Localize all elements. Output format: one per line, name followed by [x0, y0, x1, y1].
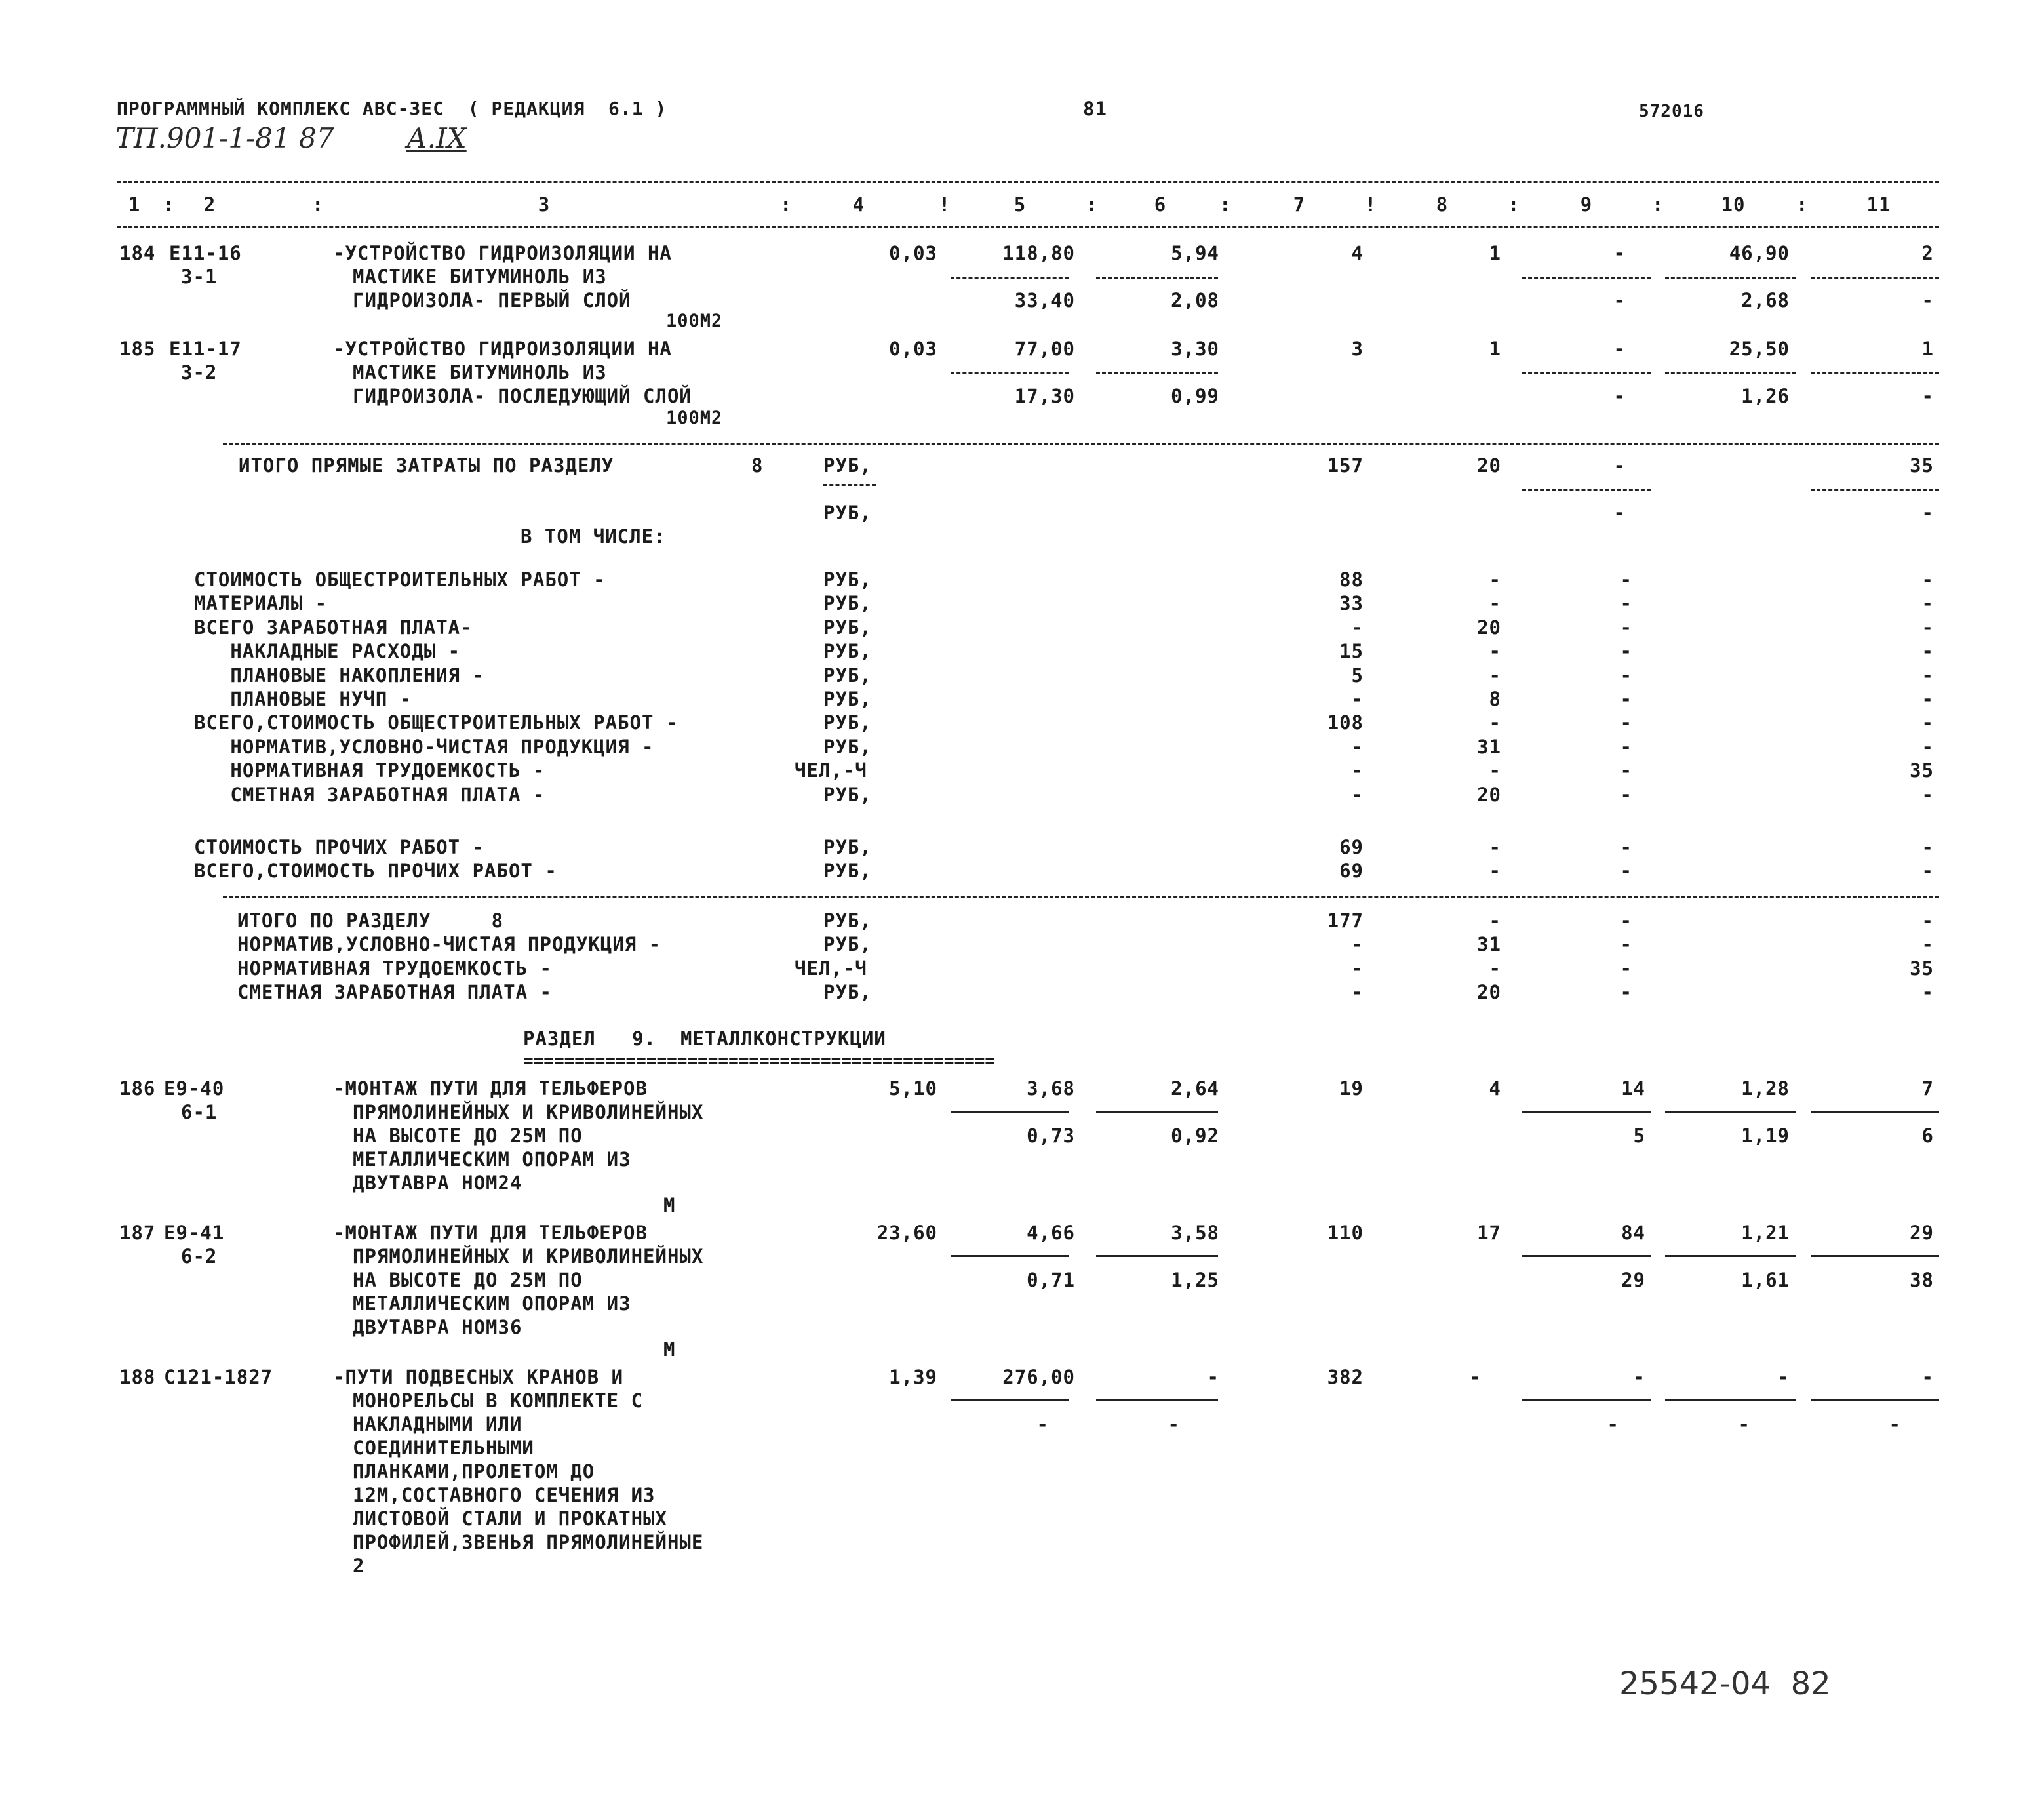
summary-c11: - — [1921, 640, 1934, 663]
row-subcode: 6-1 — [181, 1101, 218, 1123]
summary-c7: - — [1351, 957, 1364, 980]
summary-unit: РУБ, — [823, 711, 872, 734]
total-c8: 20 — [1477, 454, 1501, 477]
row-c9: - — [1613, 338, 1626, 360]
row-desc-line: -МОНТАЖ ПУТИ ДЛЯ ТЕЛЬФЕРОВ — [333, 1077, 648, 1100]
row-c5-salary: 17,30 — [1014, 385, 1075, 407]
summary-c11: 35 — [1910, 957, 1934, 980]
row-c8: 1 — [1489, 338, 1501, 360]
row-c10-salary: 1,61 — [1741, 1269, 1790, 1291]
summary-c8: - — [1489, 664, 1501, 687]
summary-c7: 33 — [1339, 592, 1364, 615]
row-c10-salary: 1,19 — [1741, 1125, 1790, 1147]
row-c11-salary: 38 — [1910, 1269, 1934, 1291]
row-subcode: 6-2 — [181, 1245, 218, 1267]
row-c10: - — [1777, 1366, 1790, 1388]
section-underline: ============================================== — [523, 1051, 996, 1071]
summary-label: ИТОГО ПО РАЗДЕЛУ 8 — [237, 909, 504, 932]
summary-unit: РУБ, — [823, 860, 872, 882]
summary-c9: - — [1620, 569, 1632, 591]
summary-c7: - — [1351, 981, 1364, 1004]
summary-c11: - — [1921, 616, 1934, 639]
summary-unit: РУБ, — [823, 933, 872, 956]
summary-unit: РУБ, — [823, 664, 872, 687]
top-rule — [117, 181, 1939, 183]
summary-c9: - — [1620, 616, 1632, 639]
row-c6-salary: 1,25 — [1171, 1269, 1219, 1291]
row-c5: 276,00 — [1002, 1366, 1075, 1388]
summary-c7: 15 — [1339, 640, 1364, 663]
summary-c8: 20 — [1477, 783, 1501, 806]
row-c11-salary: - — [1921, 385, 1934, 407]
summary-c7: - — [1351, 735, 1364, 758]
col-10-header: 10 — [1721, 193, 1746, 216]
col-7-header: 7 — [1293, 193, 1306, 216]
summary-label: ПЛАНОВЫЕ НУЧП - — [194, 688, 412, 710]
row-desc-line: НА ВЫСОТЕ ДО 25М ПО — [353, 1125, 583, 1147]
row-desc-line: ГИДРОИЗОЛА- ПОСЛЕДУЮЩИЙ СЛОЙ — [353, 385, 692, 407]
row-c9: - — [1613, 242, 1626, 264]
col-5-header: 5 — [1013, 193, 1027, 216]
row-c7: 3 — [1351, 338, 1364, 360]
row-c9: 14 — [1621, 1077, 1645, 1100]
row-code: Е9-40 — [164, 1077, 225, 1100]
program-title: ПРОГРАММНЫЙ КОМПЛЕКС АВС-3ЕС ( РЕДАКЦИЯ 6.1 ) — [117, 98, 667, 119]
row-number: 185 — [119, 338, 156, 360]
row-quantity: 0,03 — [889, 338, 937, 360]
summary-c8: 31 — [1477, 735, 1501, 758]
summary-c8: 20 — [1477, 981, 1501, 1004]
row-desc-line: МАСТИКЕ БИТУМИНОЛЬ ИЗ — [353, 266, 607, 288]
row-code: Е9-41 — [164, 1222, 225, 1244]
summary-unit: ЧЕЛ,-Ч — [795, 759, 867, 782]
row-c9: - — [1633, 1366, 1645, 1388]
col-2-header: 2 — [203, 193, 216, 216]
summary-c7: 5 — [1351, 664, 1364, 687]
section-title: РАЗДЕЛ 9. МЕТАЛЛКОНСТРУКЦИИ — [523, 1028, 886, 1050]
row-c11-salary: - — [1889, 1413, 1901, 1435]
summary-c9: - — [1620, 981, 1632, 1004]
summary-c8: 31 — [1477, 933, 1501, 956]
row-number: 186 — [119, 1077, 156, 1100]
summary-c9: - — [1620, 592, 1632, 615]
summary-c7: 108 — [1327, 711, 1364, 734]
row-desc-line: МАСТИКЕ БИТУМИНОЛЬ ИЗ — [353, 361, 607, 384]
row-quantity: 1,39 — [889, 1366, 937, 1388]
row-c7: 19 — [1339, 1077, 1364, 1100]
row-c6: 2,64 — [1171, 1077, 1219, 1100]
total-section: 8 — [751, 454, 764, 477]
summary-c9: - — [1620, 836, 1632, 858]
summary-unit: РУБ, — [823, 783, 872, 806]
summary-label: МАТЕРИАЛЫ - — [194, 592, 328, 615]
row-c5-salary: 0,73 — [1027, 1125, 1075, 1147]
summary-c11: - — [1921, 981, 1934, 1004]
row-c10: 1,21 — [1741, 1222, 1790, 1244]
summary-c11: - — [1921, 664, 1934, 687]
row-desc-line: МЕТАЛЛИЧЕСКИМ ОПОРАМ ИЗ — [353, 1292, 631, 1315]
row-c11: - — [1921, 1366, 1934, 1388]
summary-c9: - — [1620, 664, 1632, 687]
row-unit: М — [663, 1338, 676, 1361]
section-rule — [223, 896, 1939, 898]
summary-c8: 8 — [1489, 688, 1501, 710]
row-desc-line: НА ВЫСОТЕ ДО 25М ПО — [353, 1269, 583, 1291]
summary-c11: - — [1921, 569, 1934, 591]
summary-c9: - — [1620, 957, 1632, 980]
row-c5-salary: 33,40 — [1014, 289, 1075, 311]
summary-c7: 69 — [1339, 860, 1364, 882]
doc-code: 572016 — [1639, 102, 1704, 121]
row-c9-salary: 29 — [1621, 1269, 1645, 1291]
row-subcode: 3-1 — [181, 266, 218, 288]
summary-c11: - — [1921, 711, 1934, 734]
row-quantity: 0,03 — [889, 242, 937, 264]
total-c11: 35 — [1910, 454, 1934, 477]
summary-c8: 20 — [1477, 616, 1501, 639]
summary-c11: 35 — [1910, 759, 1934, 782]
summary-unit: РУБ, — [823, 735, 872, 758]
summary-unit: РУБ, — [823, 616, 872, 639]
row-desc-line: -МОНТАЖ ПУТИ ДЛЯ ТЕЛЬФЕРОВ — [333, 1222, 648, 1244]
row-quantity: 5,10 — [889, 1077, 937, 1100]
summary-label: ВСЕГО ЗАРАБОТНАЯ ПЛАТА- — [194, 616, 473, 639]
summary-c8: - — [1489, 759, 1501, 782]
row-c5-salary: 0,71 — [1027, 1269, 1075, 1291]
summary-label: НОРМАТИВ,УСЛОВНО-ЧИСТАЯ ПРОДУКЦИЯ - — [194, 735, 654, 758]
summary-c11: - — [1921, 735, 1934, 758]
row-c10-salary: 1,26 — [1741, 385, 1790, 407]
row-c10: 46,90 — [1729, 242, 1790, 264]
summary-c11: - — [1921, 592, 1934, 615]
row-desc-line: ЛИСТОВОЙ СТАЛИ И ПРОКАТНЫХ — [353, 1507, 667, 1530]
row-c11: 1 — [1921, 338, 1934, 360]
row-quantity: 23,60 — [876, 1222, 937, 1244]
row-c6: 3,58 — [1171, 1222, 1219, 1244]
row-desc-line: МОНОРЕЛЬСЫ В КОМПЛЕКТЕ С — [353, 1389, 644, 1412]
col-6-header: 6 — [1154, 193, 1167, 216]
row-number: 188 — [119, 1366, 156, 1388]
total-c11-b: - — [1921, 502, 1934, 524]
row-desc-line: ДВУТАВРА НОМ24 — [353, 1172, 522, 1194]
summary-unit: РУБ, — [823, 909, 872, 932]
summary-c8: - — [1489, 909, 1501, 932]
summary-c9: - — [1620, 909, 1632, 932]
total-c9: - — [1613, 454, 1626, 477]
row-desc-line: ПРЯМОЛИНЕЙНЫХ И КРИВОЛИНЕЙНЫХ — [353, 1101, 704, 1123]
summary-c9: - — [1620, 783, 1632, 806]
row-c9-salary: - — [1613, 289, 1626, 311]
row-c6-salary: - — [1168, 1413, 1180, 1435]
row-c9-salary: 5 — [1633, 1125, 1645, 1147]
summary-label: СТОИМОСТЬ ОБЩЕСТРОИТЕЛЬНЫХ РАБОТ - — [194, 569, 606, 591]
page-number: 81 — [1083, 98, 1107, 120]
summary-label: НАКЛАДНЫЕ РАСХОДЫ - — [194, 640, 461, 663]
row-c11: 7 — [1921, 1077, 1934, 1100]
row-desc-line: МЕТАЛЛИЧЕСКИМ ОПОРАМ ИЗ — [353, 1148, 631, 1170]
summary-label: СМЕТНАЯ ЗАРАБОТНАЯ ПЛАТА - — [237, 981, 552, 1004]
row-desc-line: 2 — [353, 1555, 365, 1577]
row-c5: 118,80 — [1002, 242, 1075, 264]
summary-c7: - — [1351, 759, 1364, 782]
summary-unit: РУБ, — [823, 981, 872, 1004]
summary-label: ВСЕГО,СТОИМОСТЬ ПРОЧИХ РАБОТ - — [194, 860, 557, 882]
row-c5: 4,66 — [1027, 1222, 1075, 1244]
row-desc-line: ПРОФИЛЕЙ,ЗВЕНЬЯ ПРЯМОЛИНЕЙНЫЕ — [353, 1531, 704, 1553]
summary-c8: - — [1489, 569, 1501, 591]
including-label: В ТОМ ЧИСЛЕ: — [521, 525, 666, 548]
summary-c7: 88 — [1339, 569, 1364, 591]
row-c10-salary: - — [1738, 1413, 1750, 1435]
summary-c7: - — [1351, 688, 1364, 710]
row-desc-line: ПРЯМОЛИНЕЙНЫХ И КРИВОЛИНЕЙНЫХ — [353, 1245, 704, 1267]
row-desc-line: НАКЛАДНЫМИ ИЛИ — [353, 1413, 522, 1435]
row-c11-salary: - — [1921, 289, 1934, 311]
total-label: ИТОГО ПРЯМЫЕ ЗАТРАТЫ ПО РАЗДЕЛУ — [239, 454, 614, 477]
section-rule — [223, 443, 1939, 445]
row-desc-line: -УСТРОЙСТВО ГИДРОИЗОЛЯЦИИ НА — [333, 242, 672, 264]
summary-c8: - — [1489, 836, 1501, 858]
summary-c9: - — [1620, 640, 1632, 663]
row-c7: 110 — [1327, 1222, 1364, 1244]
row-c6: - — [1207, 1366, 1219, 1388]
total-unit: РУБ, — [823, 454, 872, 477]
summary-c9: - — [1620, 860, 1632, 882]
row-c6-salary: 0,92 — [1171, 1125, 1219, 1147]
album-code: А.IX — [406, 122, 467, 154]
col-9-header: 9 — [1580, 193, 1593, 216]
row-desc-line: СОЕДИНИТЕЛЬНЫМИ — [353, 1437, 534, 1459]
summary-c8: - — [1489, 957, 1501, 980]
summary-c9: - — [1620, 735, 1632, 758]
summary-c11: - — [1921, 783, 1934, 806]
archive-stamp: 25542-04 82 — [1619, 1666, 1831, 1702]
row-c9-salary: - — [1607, 1413, 1619, 1435]
row-code: Е11-16 — [169, 242, 242, 264]
row-desc-line: -УСТРОЙСТВО ГИДРОИЗОЛЯЦИИ НА — [333, 338, 672, 360]
summary-c11: - — [1921, 860, 1934, 882]
row-c10: 25,50 — [1729, 338, 1790, 360]
total-c7: 157 — [1327, 454, 1364, 477]
col-4-header: 4 — [852, 193, 865, 216]
row-desc-line: ДВУТАВРА НОМ36 — [353, 1316, 522, 1338]
col-1-header: 1 — [128, 193, 141, 216]
row-number: 187 — [119, 1222, 156, 1244]
row-c9: 84 — [1621, 1222, 1645, 1244]
row-desc-line: -ПУТИ ПОДВЕСНЫХ КРАНОВ И — [333, 1366, 624, 1388]
row-c8: 4 — [1489, 1077, 1501, 1100]
row-c10-salary: 2,68 — [1741, 289, 1790, 311]
summary-c11: - — [1921, 909, 1934, 932]
summary-label: СМЕТНАЯ ЗАРАБОТНАЯ ПЛАТА - — [194, 783, 545, 806]
summary-c9: - — [1620, 688, 1632, 710]
summary-unit: РУБ, — [823, 688, 872, 710]
row-desc-line: 12М,СОСТАВНОГО СЕЧЕНИЯ ИЗ — [353, 1484, 656, 1506]
row-c8: - — [1469, 1366, 1482, 1388]
col-11-header: 11 — [1866, 193, 1891, 216]
row-c9-salary: - — [1613, 385, 1626, 407]
row-c6: 3,30 — [1171, 338, 1219, 360]
row-subcode: 3-2 — [181, 361, 218, 384]
col-3-header: 3 — [538, 193, 551, 216]
summary-c9: - — [1620, 933, 1632, 956]
row-unit: М — [663, 1194, 676, 1216]
summary-c7: 69 — [1339, 836, 1364, 858]
summary-c7: - — [1351, 616, 1364, 639]
row-c8: 1 — [1489, 242, 1501, 264]
col-8-header: 8 — [1436, 193, 1449, 216]
row-code: С121-1827 — [164, 1366, 273, 1388]
summary-c8: - — [1489, 592, 1501, 615]
row-desc-line: ПЛАНКАМИ,ПРОЛЕТОМ ДО — [353, 1460, 595, 1483]
summary-c11: - — [1921, 933, 1934, 956]
summary-c9: - — [1620, 759, 1632, 782]
summary-c7: - — [1351, 783, 1364, 806]
summary-c11: - — [1921, 688, 1934, 710]
summary-c8: - — [1489, 860, 1501, 882]
summary-label: ПЛАНОВЫЕ НАКОПЛЕНИЯ - — [194, 664, 485, 687]
summary-c7: - — [1351, 933, 1364, 956]
total-c9-b: - — [1613, 502, 1626, 524]
row-unit: 100М2 — [666, 408, 723, 428]
row-c5: 77,00 — [1014, 338, 1075, 360]
summary-label: НОРМАТИВНАЯ ТРУДОЕМКОСТЬ - — [237, 957, 552, 980]
row-c5-salary: - — [1036, 1413, 1049, 1435]
summary-label: СТОИМОСТЬ ПРОЧИХ РАБОТ - — [194, 836, 485, 858]
row-c6: 5,94 — [1171, 242, 1219, 264]
row-c7: 382 — [1327, 1366, 1364, 1388]
summary-c8: - — [1489, 711, 1501, 734]
row-c5: 3,68 — [1027, 1077, 1075, 1100]
row-desc-line: ГИДРОИЗОЛА- ПЕРВЫЙ СЛОЙ — [353, 289, 631, 311]
row-c11-salary: 6 — [1921, 1125, 1934, 1147]
summary-c9: - — [1620, 711, 1632, 734]
summary-c11: - — [1921, 836, 1934, 858]
header-rule — [117, 226, 1939, 228]
summary-c8: - — [1489, 640, 1501, 663]
summary-label: НОРМАТИВНАЯ ТРУДОЕМКОСТЬ - — [194, 759, 545, 782]
row-c8: 17 — [1477, 1222, 1501, 1244]
summary-unit: РУБ, — [823, 569, 872, 591]
row-c10: 1,28 — [1741, 1077, 1790, 1100]
row-c7: 4 — [1351, 242, 1364, 264]
row-c11: 29 — [1910, 1222, 1934, 1244]
total-unit-2: РУБ, — [823, 502, 872, 524]
summary-unit: ЧЕЛ,-Ч — [795, 957, 867, 980]
summary-label: ВСЕГО,СТОИМОСТЬ ОБЩЕСТРОИТЕЛЬНЫХ РАБОТ - — [194, 711, 678, 734]
row-c6-salary: 2,08 — [1171, 289, 1219, 311]
row-number: 184 — [119, 242, 156, 264]
row-unit: 100М2 — [666, 311, 723, 331]
row-c11: 2 — [1921, 242, 1934, 264]
summary-unit: РУБ, — [823, 640, 872, 663]
summary-label: НОРМАТИВ,УСЛОВНО-ЧИСТАЯ ПРОДУКЦИЯ - — [237, 933, 661, 956]
row-code: Е11-17 — [169, 338, 242, 360]
row-c6-salary: 0,99 — [1171, 385, 1219, 407]
summary-unit: РУБ, — [823, 592, 872, 615]
summary-unit: РУБ, — [823, 836, 872, 858]
summary-c7: 177 — [1327, 909, 1364, 932]
project-code: ТП.901-1-81 87 — [115, 122, 334, 154]
